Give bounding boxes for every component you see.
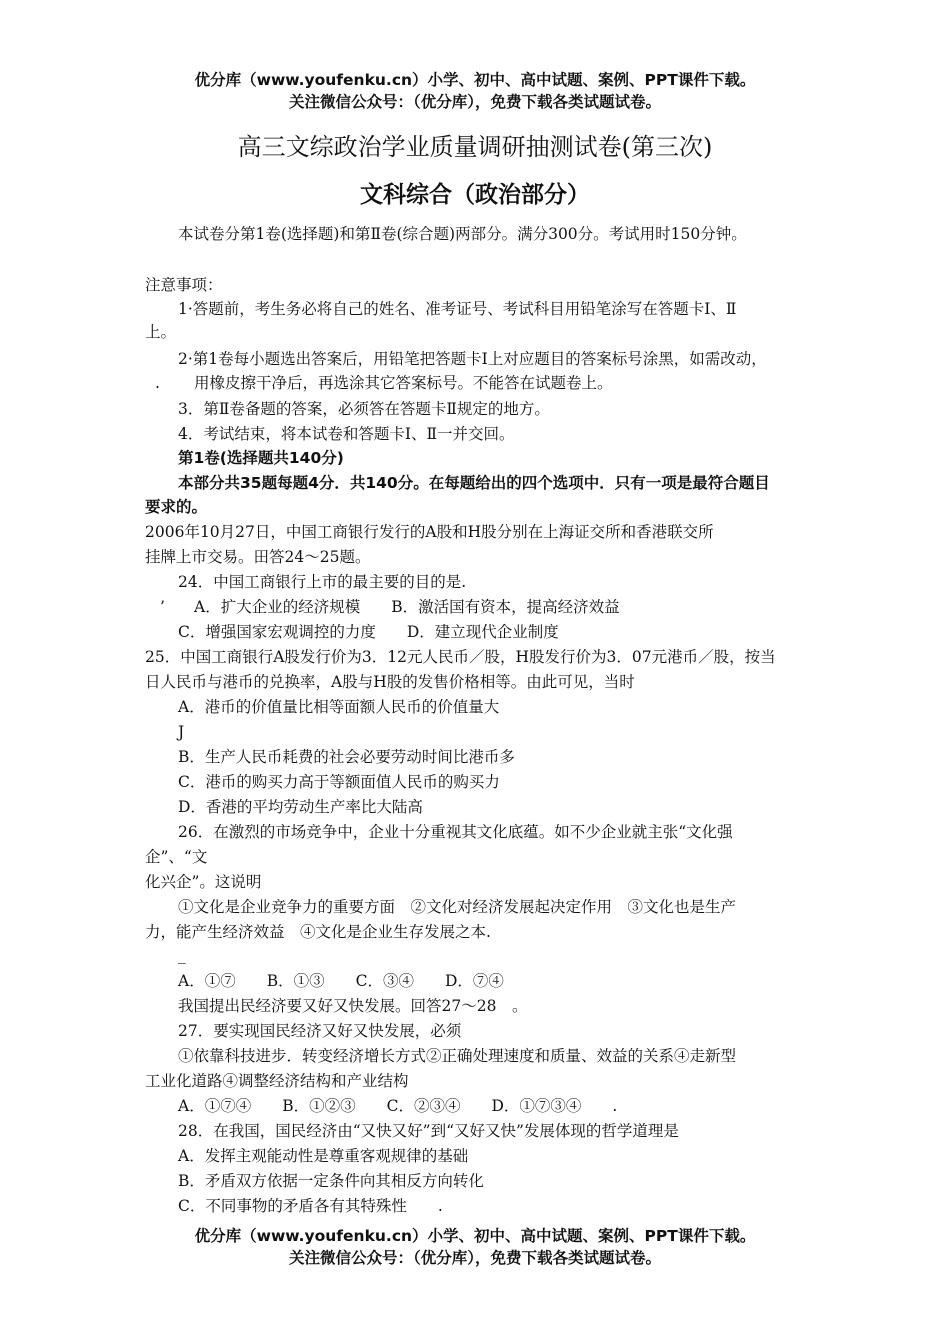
note-1-cont: 上。 [145, 323, 177, 341]
q26-stem-2: 企”、“文 [145, 848, 208, 866]
q26-stem-1: 26．在激烈的市场竞争中，企业十分重视其文化底蕴。如不少企业就主张“文化强 [178, 823, 733, 841]
note-2: 2·第1卷每小题选出答案后，用铅笔把答题卡I上对应题目的答案标号涂黑，如需改动， [178, 350, 767, 368]
q28-option-b: B．矛盾双方依据一定条件向其相反方向转化 [178, 1172, 484, 1190]
q27-items-1: ①依靠科技进步．转变经济增长方式②正确处理速度和质量、效益的关系④走新型 [178, 1047, 737, 1065]
q26-options: A．①⑦ B．①③ C．③④ D．⑦④ [178, 972, 504, 990]
q27-options: A．①⑦④ B．①②③ C．②③④ D．①⑦③④ . [178, 1097, 618, 1115]
q24-stray-mark: ’ [160, 598, 165, 616]
q24-options-ab: A．扩大企业的经济规模 B．激活国有资本，提高经济效益 [194, 598, 620, 616]
q28-stem: 28．在我国，国民经济由“又快又好”到“又好又快”发展体现的哲学道理是 [178, 1122, 679, 1140]
note-4: 4．考试结束，将本试卷和答题卡I、Ⅱ一并交回。 [178, 425, 515, 443]
q24-stem: 24．中国工商银行上市的最主要的目的是. [178, 573, 467, 591]
q25-stray: J [178, 723, 185, 741]
header-line-2: 关注微信公众号：（优分库），免费下载各类试题试卷。 [288, 93, 661, 111]
q28-option-a: A．发挥主观能动性是尊重客观规律的基础 [178, 1147, 469, 1165]
note-2-cont: 用橡皮擦干净后，再选涂其它答案标号。不能答在试题卷上。 [194, 374, 613, 392]
q25-option-d: D．香港的平均劳动生产率比大陆高 [178, 798, 423, 816]
section-desc-cont: 要求的。 [145, 498, 208, 516]
q25-option-c: C．港币的购买力高于等额面值人民币的购买力 [178, 773, 500, 791]
note-3: 3．第Ⅱ卷备题的答案，必须答在答题卡Ⅱ规定的地方。 [178, 400, 550, 418]
exam-subtitle: 文科综合（政治部分） [360, 182, 590, 208]
material-1-line-1: 2006年10月27日，中国工商银行发行的A股和H股分别在上海证交所和香港联交所 [145, 523, 714, 541]
q25-option-b: B．生产人民币耗费的社会必要劳动时间比港币多 [178, 748, 515, 766]
notes-heading: 注意事项： [145, 276, 223, 294]
material-1-line-2: 挂牌上市交易。田答24～25题。 [145, 548, 371, 566]
q25-option-a: A．港币的价值量比相等面额人民币的价值量大 [178, 698, 500, 716]
footer-line-2: 关注微信公众号：（优分库），免费下载各类试题试卷。 [288, 1249, 661, 1267]
note-1: 1·答题前，考生务必将自己的姓名、准考证号、考试科目用铅笔涂写在答题卡I、Ⅱ [178, 300, 737, 318]
q26-stem-3: 化兴企”。这说明 [145, 873, 262, 891]
q28-option-c: C．不同事物的矛盾各有其特殊性 . [178, 1197, 443, 1215]
footer-line-1: 优分库（www.youfenku.cn）小学、初中、高中试题、案例、PPT课件下载。 [194, 1227, 756, 1245]
exam-title: 高三文综政治学业质量调研抽测试卷(第三次) [237, 133, 713, 161]
q27-items-2: 工业化道路④调整经济结构和产业结构 [145, 1072, 409, 1090]
material-2: 我国提出民经济要又好又快发展。回答27～28 。 [178, 997, 528, 1015]
section-desc: 本部分共35题每题4分．共140分。在每题给出的四个选项中．只有一项是最符合题目 [178, 474, 770, 492]
section-heading: 第1卷(选择题共140分) [178, 449, 344, 467]
q26-dash: _ [178, 946, 186, 964]
q25-stem-2: 日人民币与港币的兑换率，A股与H股的发售价格相等。由此可见，当时 [145, 673, 635, 691]
q27-stem: 27．要实现国民经济又好又快发展，必须 [178, 1022, 462, 1040]
q26-items-1: ①文化是企业竞争力的重要方面 ②文化对经济发展起决定作用 ③文化也是生产 [178, 898, 737, 916]
q26-items-2: 力，能产生经济效益 ④文化是企业生存发展之本. [145, 923, 491, 941]
exam-intro: 本试卷分第1卷(选择题)和第Ⅱ卷(综合题)两部分。满分300分。考试用时150分钟。 [178, 225, 747, 243]
q24-options-cd: C．增强国家宏观调控的力度 D．建立现代企业制度 [178, 623, 559, 641]
header-line-1: 优分库（www.youfenku.cn）小学、初中、高中试题、案例、PPT课件下载。 [194, 71, 756, 89]
note-2-dot: . [155, 374, 160, 392]
q25-stem-1: 25．中国工商银行A股发行价为3．12元人民币／股，H股发行价为3．07元港币／股，按当 [145, 648, 776, 666]
